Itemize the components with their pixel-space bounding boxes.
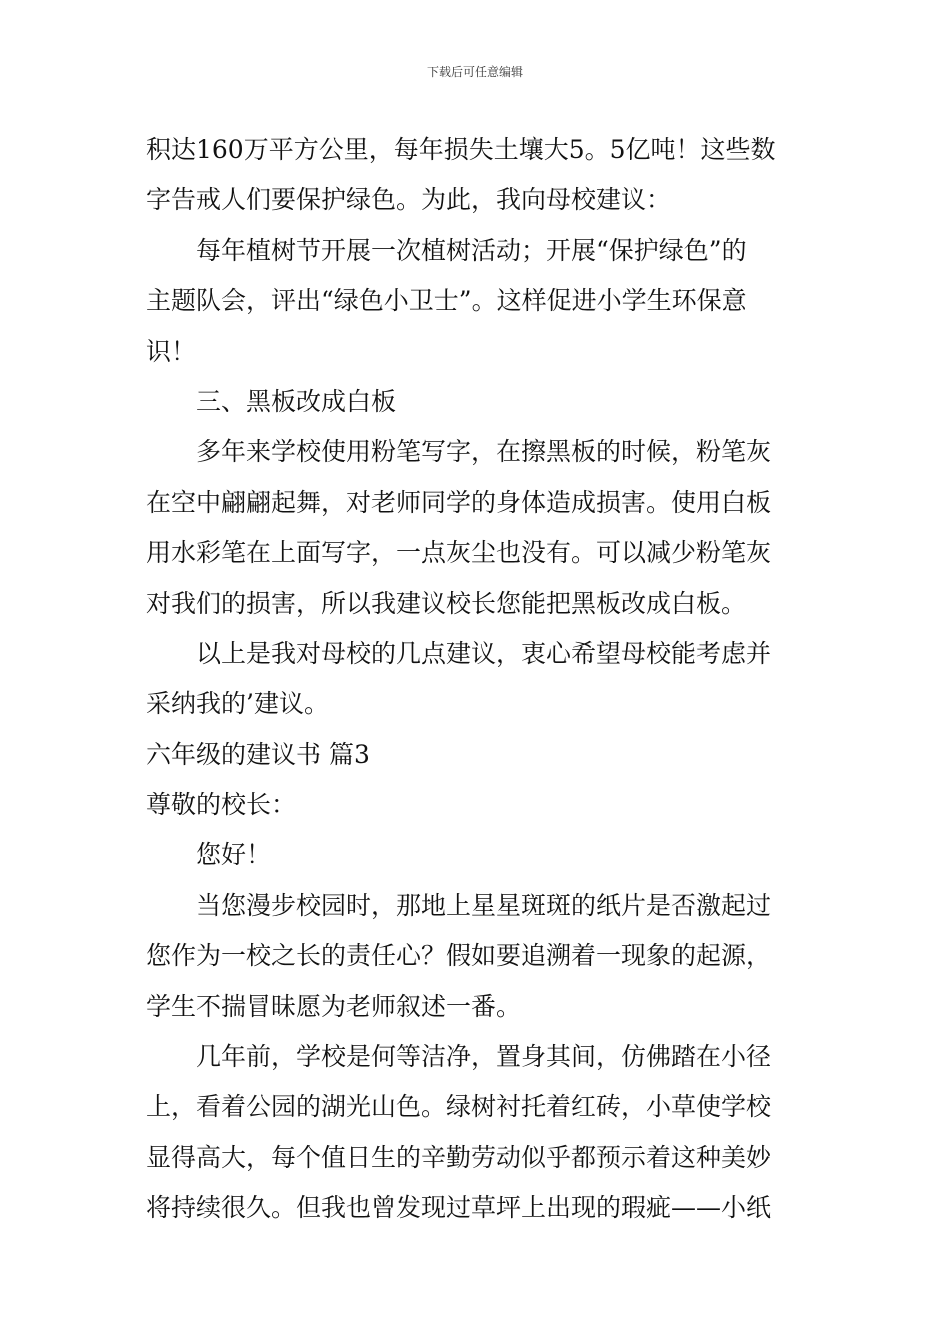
document-body [146, 125, 810, 1234]
text-line: 字告戒人们要保护绿色。为此，我向母校建议： [146, 185, 672, 215]
text-line: 每年植树节开展一次植树活动；开展“保护绿色”的 [196, 235, 747, 265]
text-line: 显得高大，每个值日生的辛勤劳动似乎都预示着这种美妙 [146, 1142, 772, 1172]
text-line: 您作为一校之长的责任心？假如要追溯着一现象的起源， [146, 941, 772, 971]
text-line: 在空中翩翩起舞，对老师同学的身体造成损害。使用白板 [146, 487, 772, 517]
text-line: 六年级的建议书 篇3 [146, 739, 370, 769]
text-line: 将持续很久。但我也曾发现过草坪上出现的瑕疵——小纸 [146, 1193, 772, 1223]
text-line: 三、黑板改成白板 [196, 386, 397, 416]
download-edit-note: 下载后可任意编辑 [426, 65, 523, 79]
text-line: 采纳我的’建议。 [146, 689, 329, 719]
text-line: 对我们的损害，所以我建议校长您能把黑板改成白板。 [146, 588, 747, 618]
text-line: 识！ [146, 336, 197, 366]
text-line: 多年来学校使用粉笔写字，在擦黑板的时候，粉笔灰 [196, 437, 772, 467]
page-header [0, 64, 950, 80]
text-line: 用水彩笔在上面写字，一点灰尘也没有。可以减少粉笔灰 [146, 538, 772, 568]
text-line: 学生不揣冒昧愿为老师叙述一番。 [146, 991, 522, 1021]
text-line: 上，看着公园的湖光山色。绿树衬托着红砖，小草使学校 [146, 1092, 772, 1122]
text-line: 您好！ [196, 840, 272, 870]
text-line: 主题队会，评出“绿色小卫士”。这样促进小学生环保意 [146, 286, 747, 316]
text-line: 积达160万平方公里，每年损失土壤大5。5亿吨！这些数 [146, 135, 776, 164]
text-line: 几年前，学校是何等洁净，置身其间，仿佛踏在小径 [196, 1042, 772, 1072]
text-line: 当您漫步校园时，那地上星星斑斑的纸片是否激起过 [196, 890, 772, 920]
text-line: 以上是我对母校的几点建议，衷心希望母校能考虑并 [196, 638, 772, 668]
text-line: 尊敬的校长： [146, 790, 297, 820]
